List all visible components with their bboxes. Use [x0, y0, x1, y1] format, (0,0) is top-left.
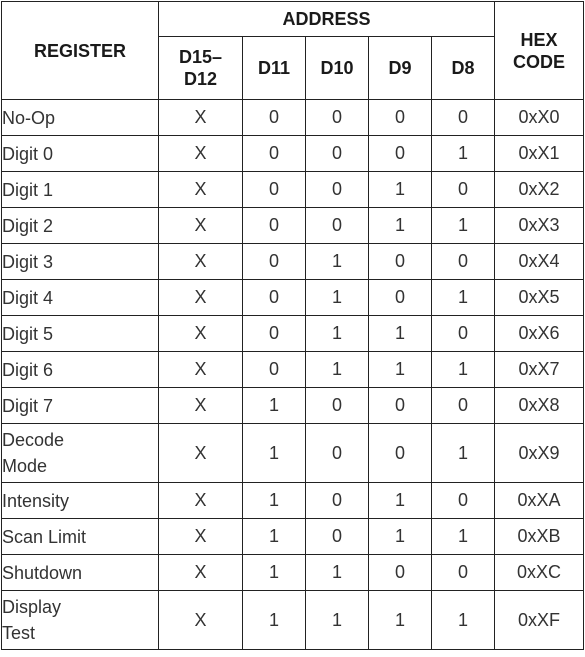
d10-cell: 1: [306, 555, 369, 591]
d8-cell: 0: [432, 100, 495, 136]
d8-header: D8: [432, 37, 495, 100]
register-name: Intensity: [2, 483, 159, 519]
hex-code-cell: 0xXC: [495, 555, 584, 591]
hex-code-cell: 0xXA: [495, 483, 584, 519]
d11-cell: 1: [243, 424, 306, 483]
d9-cell: 0: [369, 424, 432, 483]
d11-cell: 0: [243, 172, 306, 208]
register-name: Digit 7: [2, 388, 159, 424]
hex-code-cell: 0xX1: [495, 136, 584, 172]
d8-cell: 1: [432, 280, 495, 316]
d9-header: D9: [369, 37, 432, 100]
d10-cell: 0: [306, 136, 369, 172]
d15-header-line1: D15–: [178, 47, 223, 67]
hex-code-cell: 0xX6: [495, 316, 584, 352]
register-name: Digit 1: [2, 172, 159, 208]
hex-code-cell: 0xX4: [495, 244, 584, 280]
d10-cell: 0: [306, 424, 369, 483]
table-row: [2, 424, 584, 483]
d10-cell: 1: [306, 316, 369, 352]
d15-d12-cell: X: [159, 352, 243, 388]
d9-cell: 0: [369, 555, 432, 591]
d11-cell: 0: [243, 280, 306, 316]
table-row: [2, 280, 584, 316]
d10-cell: 0: [306, 519, 369, 555]
register-name-line2: Mode: [2, 456, 48, 476]
register-name: [2, 591, 159, 650]
register-name: No-Op: [2, 100, 159, 136]
register-name: Scan Limit: [2, 519, 159, 555]
d9-cell: 1: [369, 316, 432, 352]
header-row-1: [2, 2, 584, 37]
d11-cell: 1: [243, 591, 306, 650]
d9-cell: 1: [369, 352, 432, 388]
d10-cell: 1: [306, 352, 369, 388]
d11-cell: 0: [243, 208, 306, 244]
d9-cell: 0: [369, 388, 432, 424]
d11-header: D11: [243, 37, 306, 100]
table-row: [2, 555, 584, 591]
register-name-line1: Display: [2, 597, 62, 617]
d15-d12-cell: X: [159, 136, 243, 172]
d11-cell: 0: [243, 244, 306, 280]
register-name: Digit 5: [2, 316, 159, 352]
hex-code-cell: 0xX2: [495, 172, 584, 208]
register-name: Digit 0: [2, 136, 159, 172]
hex-code-cell: 0xX8: [495, 388, 584, 424]
d11-cell: 0: [243, 136, 306, 172]
d8-cell: 1: [432, 136, 495, 172]
d11-cell: 0: [243, 316, 306, 352]
d11-cell: 1: [243, 388, 306, 424]
d10-cell: 0: [306, 172, 369, 208]
d9-cell: 0: [369, 100, 432, 136]
d10-cell: 0: [306, 100, 369, 136]
table-row: [2, 136, 584, 172]
hex-code-cell: 0xX0: [495, 100, 584, 136]
d15-d12-cell: X: [159, 208, 243, 244]
d11-cell: 1: [243, 519, 306, 555]
d8-cell: 0: [432, 244, 495, 280]
d15-d12-cell: X: [159, 424, 243, 483]
table-row: [2, 483, 584, 519]
d15-header-line2: D12: [183, 69, 218, 89]
register-name: Digit 2: [2, 208, 159, 244]
d15-d12-cell: X: [159, 555, 243, 591]
d15-d12-cell: X: [159, 100, 243, 136]
d8-cell: 0: [432, 388, 495, 424]
d8-cell: 1: [432, 352, 495, 388]
d8-cell: 1: [432, 519, 495, 555]
table-row: [2, 100, 584, 136]
hex-code-cell: 0xXF: [495, 591, 584, 650]
d10-cell: 1: [306, 244, 369, 280]
d15-d12-cell: X: [159, 244, 243, 280]
hex-code-header: [495, 2, 584, 100]
d9-cell: 1: [369, 519, 432, 555]
hex-code-cell: 0xX3: [495, 208, 584, 244]
hex-code-cell: 0xX5: [495, 280, 584, 316]
table-row: [2, 208, 584, 244]
d9-cell: 1: [369, 591, 432, 650]
hex-code-cell: 0xX9: [495, 424, 584, 483]
d10-header: D10: [306, 37, 369, 100]
register-name: Digit 6: [2, 352, 159, 388]
table-row: [2, 519, 584, 555]
hex-header-line1: HEX: [520, 29, 558, 50]
d11-cell: 1: [243, 483, 306, 519]
d9-cell: 0: [369, 244, 432, 280]
table-header: [2, 2, 584, 100]
hex-code-cell: 0xX7: [495, 352, 584, 388]
register-name: Digit 4: [2, 280, 159, 316]
d8-cell: 0: [432, 555, 495, 591]
address-header: ADDRESS: [159, 2, 495, 37]
table-row: [2, 172, 584, 208]
d15-d12-cell: X: [159, 519, 243, 555]
table-row: [2, 244, 584, 280]
d15-d12-header: [159, 37, 243, 100]
hex-header-line2: CODE: [513, 51, 566, 72]
d15-d12-cell: X: [159, 591, 243, 650]
register-name-line1: Decode: [2, 430, 65, 450]
d15-d12-cell: X: [159, 280, 243, 316]
register-name: [2, 424, 159, 483]
register-address-table: [1, 1, 584, 650]
register-name: Digit 3: [2, 244, 159, 280]
d8-cell: 1: [432, 208, 495, 244]
d15-d12-cell: X: [159, 483, 243, 519]
table-row: [2, 316, 584, 352]
d9-cell: 1: [369, 172, 432, 208]
hex-code-cell: 0xXB: [495, 519, 584, 555]
table-row: [2, 591, 584, 650]
d11-cell: 0: [243, 100, 306, 136]
d11-cell: 1: [243, 555, 306, 591]
d11-cell: 0: [243, 352, 306, 388]
d8-cell: 1: [432, 424, 495, 483]
d10-cell: 0: [306, 208, 369, 244]
d10-cell: 1: [306, 591, 369, 650]
d9-cell: 0: [369, 136, 432, 172]
d9-cell: 0: [369, 280, 432, 316]
d10-cell: 0: [306, 388, 369, 424]
d10-cell: 1: [306, 280, 369, 316]
d15-d12-cell: X: [159, 388, 243, 424]
d15-d12-cell: X: [159, 172, 243, 208]
d8-cell: 0: [432, 172, 495, 208]
d10-cell: 0: [306, 483, 369, 519]
table-body: [2, 100, 584, 650]
register-name-line2: Test: [2, 623, 36, 643]
d8-cell: 0: [432, 483, 495, 519]
d9-cell: 1: [369, 483, 432, 519]
register-name: Shutdown: [2, 555, 159, 591]
table-row: [2, 388, 584, 424]
d8-cell: 0: [432, 316, 495, 352]
d9-cell: 1: [369, 208, 432, 244]
table-row: [2, 352, 584, 388]
d8-cell: 1: [432, 591, 495, 650]
register-header: REGISTER: [2, 2, 159, 100]
d15-d12-cell: X: [159, 316, 243, 352]
